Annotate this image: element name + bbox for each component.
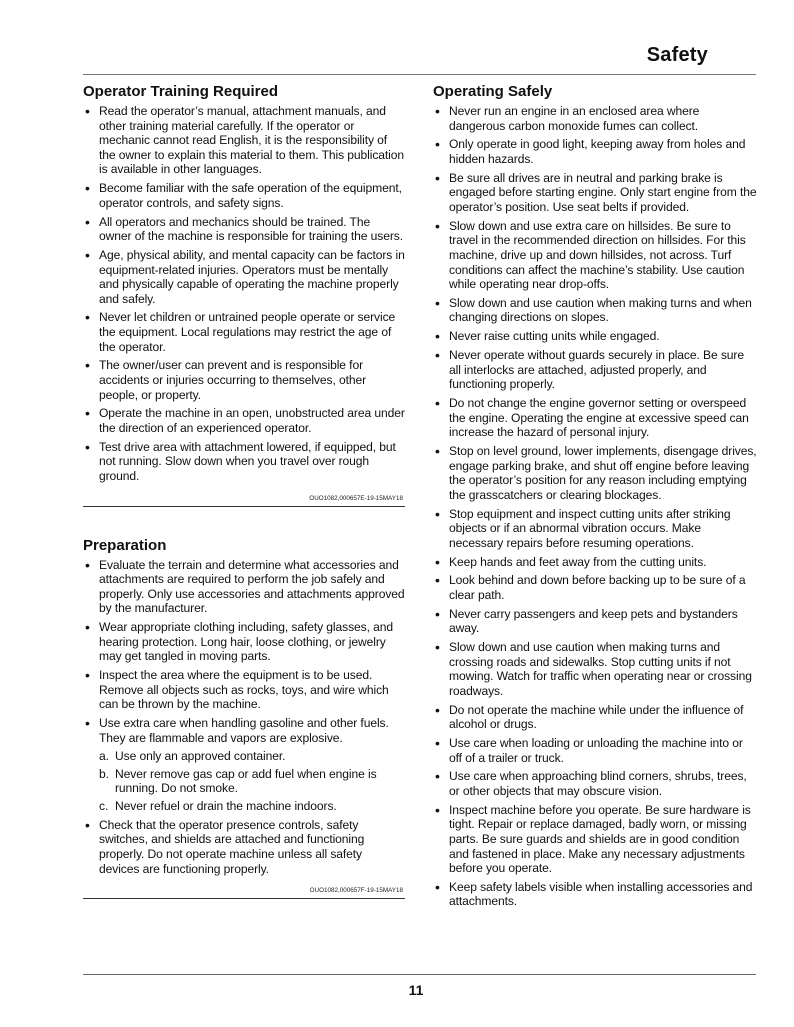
list-item: • Never run an engine in an enclosed area where dangerous carbon monoxide fumes can collect. (433, 104, 758, 133)
list-item: • Keep safety labels visible when installing accessories and attachments. (433, 880, 758, 909)
sub-item-text: Never remove gas cap or add fuel when engine is running. Do not smoke. (115, 766, 377, 796)
list-item: • Do not operate the machine while under the influence of alcohol or drugs. (433, 703, 758, 732)
list-item: • Do not change the engine governor setting or overspeed the engine. Operating the engine at excessive speed can increase the hazard of personal injury. (433, 396, 758, 440)
sub-item-text: Use only an approved container. (115, 749, 286, 764)
sub-item-letter: a. (99, 749, 109, 764)
list-item: • Inspect machine before you operate. Be sure hardware is tight. Repair or replace damaged, badly worn, or missing parts. Be sure guards and shields are in good condition and fastened in place. Make any necessary adjustments before you operate. (433, 803, 758, 876)
list-item: • The owner/user can prevent and is responsible for accidents or injuries occurring to themselves, other people, or property. (83, 358, 405, 402)
list-item: • Slow down and use extra care on hillsides. Be sure to travel in the recommended direction on hillsides. For this machine, drive up and down hillsides, not across. Turf conditions can affect the machine’s stability. Use caution while operating near drop-offs. (433, 219, 758, 292)
operator-training-section (83, 83, 405, 507)
operator-training-list (83, 104, 405, 484)
preparation-list (83, 558, 405, 877)
sub-item (99, 767, 405, 796)
operating-safely-list (433, 104, 758, 909)
list-item: • Look behind and down before backing up to be sure of a clear path. (433, 573, 758, 602)
page-title: Safety (646, 44, 708, 66)
list-item: • Stop equipment and inspect cutting units after striking objects or if an abnormal vibration occurs. Make necessary repairs before resuming operations. (433, 507, 758, 551)
left-column (83, 83, 405, 899)
sub-item-letter: c. (99, 799, 109, 814)
list-item: • Never operate without guards securely in place. Be sure all interlocks are attached, adjusted properly, and functioning properly. (433, 348, 758, 392)
list-item: • Inspect the area where the equipment is to be used. Remove all objects such as rocks, toys, and wire which can be thrown by the machine. (83, 668, 405, 712)
list-item: • Only operate in good light, keeping away from holes and hidden hazards. (433, 137, 758, 166)
fuel-sublist (99, 749, 405, 813)
preparation-heading: Preparation (83, 536, 167, 554)
list-item: • Use care when loading or unloading the machine into or off of a trailer or truck. (433, 736, 758, 765)
sub-item-text: Never refuel or drain the machine indoors. (115, 799, 337, 814)
list-item: • Use care when approaching blind corners, shrubs, trees, or other objects that may obscure vision. (433, 769, 758, 798)
list-item: • Never raise cutting units while engaged. (433, 329, 758, 344)
list-item: • Slow down and use caution when making turns and crossing roads and sidewalks. Stop cutting units if not mowing. Watch for traffic when operating near or crossing roadways. (433, 640, 758, 698)
sub-item (99, 749, 405, 764)
list-item: • Slow down and use caution when making turns and when changing directions on slopes. (433, 296, 758, 325)
list-item-text: Use extra care when handling gasoline and other fuels. They are flammable and vapors are explosive. (99, 716, 389, 745)
page-number: 11 (408, 982, 424, 998)
list-item: • Test drive area with attachment lowered, if equipped, but not running. Slow down when you travel over rough ground. (83, 440, 405, 484)
sub-item (99, 799, 405, 814)
section-divider (83, 506, 405, 507)
section-divider (83, 898, 405, 899)
list-item: • Keep hands and feet away from the cutting units. (433, 555, 758, 570)
list-item: • Read the operator’s manual, attachment manuals, and other training material carefully. If the operator or mechanic cannot read English, it is the responsibility of the owner to explain this material to them. This publication is available in other languages. (83, 104, 405, 177)
list-item (83, 716, 405, 814)
list-item: • Age, physical ability, and mental capacity can be factors in equipment-related injuries. Operators must be mentally and physically capable of operating the machine properly and safely. (83, 248, 405, 306)
list-item: • Never carry passengers and keep pets and bystanders away. (433, 607, 758, 636)
preparation-section (83, 537, 405, 900)
operator-training-heading: Operator Training Required (83, 83, 279, 100)
list-item: • Evaluate the terrain and determine what accessories and attachments are required to perform the job safely and properly. Only use accessories and attachments approved by the manufacturer. (83, 558, 405, 616)
list-item: • All operators and mechanics should be trained. The owner of the machine is responsible for training the users. (83, 215, 405, 244)
list-item: • Wear appropriate clothing including, safety glasses, and hearing protection. Long hair, loose clothing, or jewelry may get tangled in moving parts. (83, 620, 405, 664)
sub-item-letter: b. (99, 766, 109, 781)
footer-rule (83, 974, 756, 975)
list-item: • Be sure all drives are in neutral and parking brake is engaged before starting engine. Only start engine from the operator’s position. Use seat belts if provided. (433, 171, 758, 215)
reference-code: OUO1082,000657E-19-15MAY18 (309, 494, 403, 502)
list-item: • Never let children or untrained people operate or service the equipment. Local regulations may restrict the age of the operator. (83, 310, 405, 354)
title-rule (83, 74, 756, 75)
operating-safely-section (433, 83, 758, 909)
list-item: • Check that the operator presence controls, safety switches, and shields are attached and functioning properly. Do not operate machine unless all safety devices are functioning properly. (83, 818, 405, 876)
list-item: • Stop on level ground, lower implements, disengage drives, engage parking brake, and shut off engine before leaving the operator’s position for any reason including emptying the grasscatchers or clearing blockages. (433, 444, 758, 502)
list-item: • Become familiar with the safe operation of the equipment, operator controls, and safety signs. (83, 181, 405, 210)
list-item: • Operate the machine in an open, unobstructed area under the direction of an experienced operator. (83, 406, 405, 435)
reference-code: OUO1082,000657F-19-15MAY18 (309, 887, 403, 895)
right-column (433, 83, 758, 913)
operating-safely-heading: Operating Safely (433, 83, 553, 100)
